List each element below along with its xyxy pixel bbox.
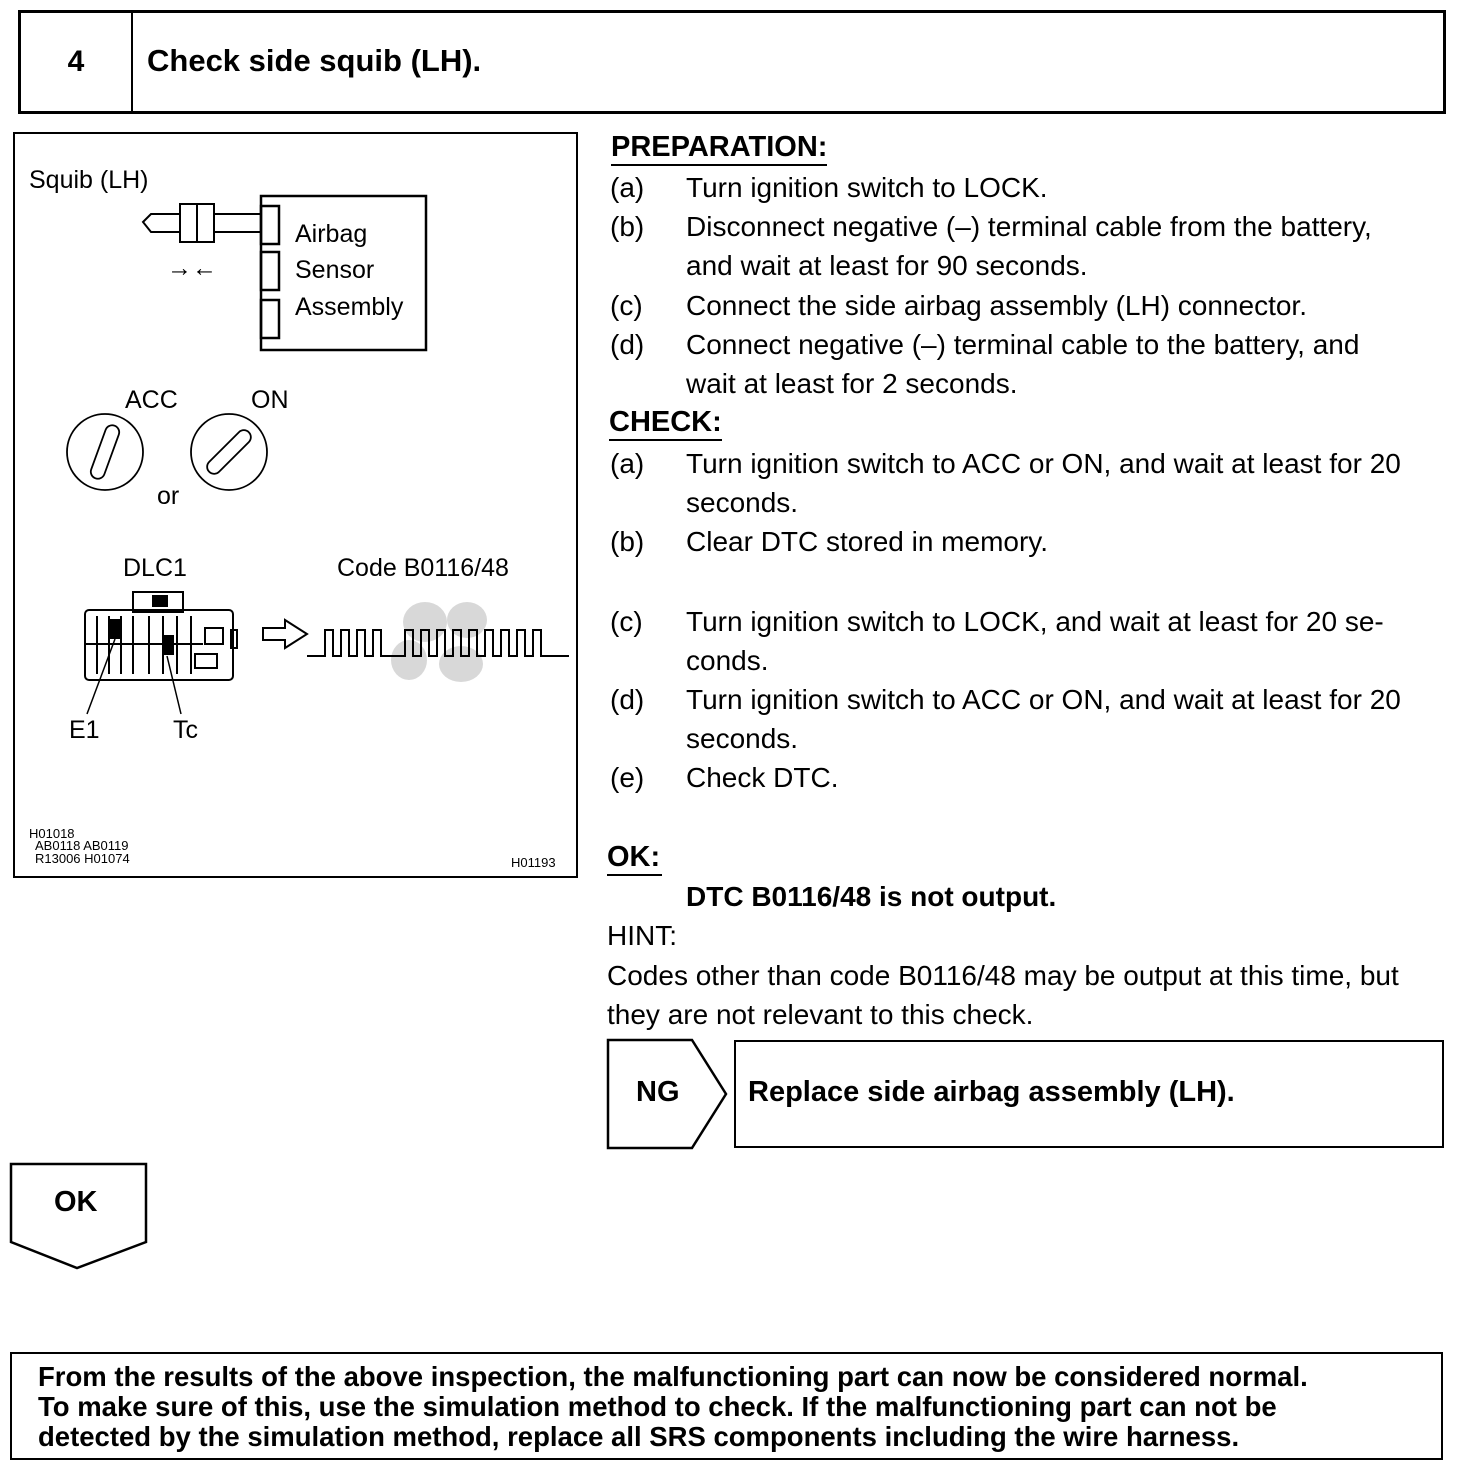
ng-label: NG — [636, 1076, 680, 1108]
mate-arrows: →← — [167, 254, 217, 282]
footer-line-3: detected by the simulation method, replace all SRS components including the wire harness. — [38, 1421, 1240, 1452]
prep-d-label: (d) — [610, 329, 645, 360]
code-label: Code B0116/48 — [337, 554, 509, 582]
check-b-label: (b) — [610, 526, 645, 557]
or-label: or — [157, 482, 180, 510]
right-arrow-icon — [263, 620, 307, 648]
on-label: ON — [251, 386, 289, 414]
footer-note — [10, 1352, 1443, 1460]
prep-c-label: (c) — [610, 290, 643, 321]
preparation-heading: PREPARATION: — [611, 130, 827, 166]
check-c-label: (c) — [610, 606, 643, 637]
step-number: 4 — [21, 13, 133, 111]
prep-d-text: Connect negative (–) terminal cable to the battery, and wait at least for 2 seconds. — [686, 329, 1360, 399]
squib-label: Squib (LH) — [29, 166, 149, 194]
sensor-line-3: Assembly — [295, 293, 404, 321]
check-d-label: (d) — [610, 684, 645, 715]
ok-heading: OK: — [607, 840, 662, 876]
prep-b-label: (b) — [610, 211, 645, 242]
ok-result: DTC B0116/48 is not output. — [686, 881, 1057, 912]
check-d-text: Turn ignition switch to ACC or ON, and wait at least for 20 seconds. — [686, 684, 1401, 754]
ignition-acc-icon — [67, 414, 143, 490]
sensor-line-2: Sensor — [295, 256, 375, 284]
ref-code-left-3: R13006 H01074 — [35, 851, 130, 866]
prep-a-label: (a) — [610, 172, 645, 203]
hint-text: Codes other than code B0116/48 may be output at this time, but they are not relevant to this check. — [607, 960, 1399, 1030]
dlc-label: DLC1 — [123, 554, 187, 582]
hint-heading: HINT: — [607, 920, 677, 951]
check-a-text: Turn ignition switch to ACC or ON, and wait at least for 20 seconds. — [686, 448, 1401, 518]
diagram-svg — [15, 134, 576, 876]
dlc1-connector-icon — [85, 592, 237, 680]
step-title: Check side squib (LH). — [147, 43, 482, 78]
diagram-figure — [13, 132, 578, 878]
sensor-line-1: Airbag — [295, 220, 368, 248]
e1-label: E1 — [69, 716, 100, 744]
ref-code-left-1: H01018 — [29, 826, 75, 841]
footer-line-2: To make sure of this, use the simulation method to check. If the malfunctioning part can not be — [38, 1391, 1277, 1422]
tc-label: Tc — [173, 716, 198, 744]
dtc-code-waveform — [307, 630, 569, 656]
footer-line-1: From the results of the above inspection, the malfunctioning part can now be considered normal. — [38, 1361, 1308, 1392]
prep-b-text: Disconnect negative (–) terminal cable from the battery, and wait at least for 90 seconds. — [686, 211, 1372, 281]
check-heading: CHECK: — [609, 405, 722, 441]
prep-a-text: Turn ignition switch to LOCK. — [686, 172, 1048, 203]
ng-action: Replace side airbag assembly (LH). — [748, 1076, 1235, 1108]
acc-label: ACC — [125, 386, 178, 414]
squib-connector-icon — [143, 204, 261, 242]
prep-c-text: Connect the side airbag assembly (LH) connector. — [686, 290, 1307, 321]
ref-code-right: H01193 — [511, 855, 556, 870]
check-e-text: Check DTC. — [686, 762, 839, 793]
check-b-text: Clear DTC stored in memory. — [686, 526, 1049, 557]
step-header — [18, 10, 1446, 114]
check-a-label: (a) — [610, 448, 645, 479]
check-e-label: (e) — [610, 762, 645, 793]
ignition-on-icon — [191, 414, 267, 490]
ref-code-left-2: AB0118 AB0119 — [35, 838, 129, 853]
check-c-text: Turn ignition switch to LOCK, and wait at least for 20 se- conds. — [686, 606, 1384, 676]
ok-flow-label: OK — [54, 1186, 98, 1218]
